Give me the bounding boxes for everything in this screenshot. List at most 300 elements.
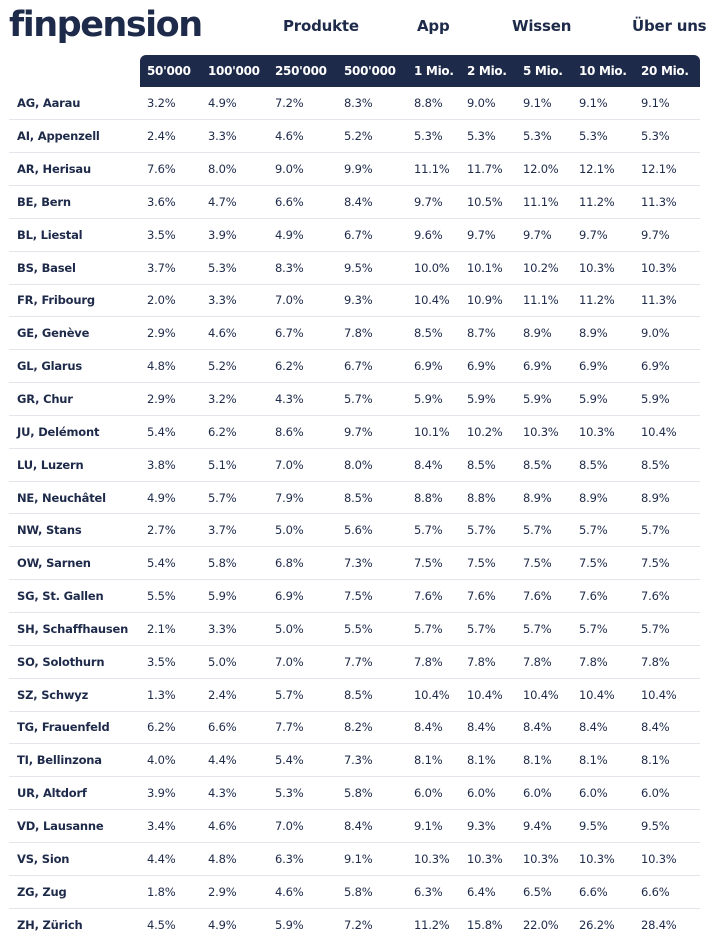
tax-rate-cell: 7.8% <box>572 645 634 678</box>
tax-rate-cell: 5.8% <box>337 875 407 908</box>
table-row <box>9 448 700 481</box>
tax-rate-cell: 9.1% <box>516 87 572 120</box>
canton-name: TG, Frauenfeld <box>9 711 140 744</box>
tax-rate-cell: 8.5% <box>572 448 634 481</box>
tax-rate-cell: 4.4% <box>140 842 201 875</box>
tax-rate-cell: 6.2% <box>140 711 201 744</box>
tax-rate-cell: 9.0% <box>460 87 516 120</box>
tax-rate-table <box>9 55 700 937</box>
table-row <box>9 810 700 843</box>
tax-rate-cell: 8.6% <box>268 415 337 448</box>
canton-name: SH, Schaffhausen <box>9 613 140 646</box>
tax-rate-cell: 9.7% <box>407 186 460 219</box>
tax-rate-cell: 6.0% <box>572 777 634 810</box>
tax-rate-cell: 8.1% <box>572 744 634 777</box>
canton-name: SO, Solothurn <box>9 645 140 678</box>
tax-rate-cell: 9.5% <box>337 251 407 284</box>
canton-name: VS, Sion <box>9 842 140 875</box>
tax-rate-cell: 4.6% <box>201 317 268 350</box>
tax-rate-cell: 11.1% <box>516 186 572 219</box>
tax-rate-cell: 8.8% <box>407 87 460 120</box>
tax-rate-cell: 6.0% <box>407 777 460 810</box>
canton-name: OW, Sarnen <box>9 547 140 580</box>
tax-rate-cell: 10.2% <box>460 415 516 448</box>
tax-rate-cell: 9.3% <box>337 284 407 317</box>
tax-rate-cell: 7.5% <box>572 547 634 580</box>
tax-rate-cell: 7.2% <box>268 87 337 120</box>
tax-rate-cell: 5.3% <box>201 251 268 284</box>
tax-rate-cell: 5.3% <box>268 777 337 810</box>
tax-rate-cell: 10.3% <box>634 251 700 284</box>
tax-rate-cell: 11.1% <box>516 284 572 317</box>
tax-rate-cell: 5.3% <box>407 120 460 153</box>
tax-rate-cell: 5.9% <box>634 383 700 416</box>
tax-rate-cell: 8.4% <box>337 186 407 219</box>
tax-rate-cell: 9.6% <box>407 218 460 251</box>
tax-rate-cell: 10.3% <box>516 842 572 875</box>
tax-rate-cell: 5.0% <box>201 645 268 678</box>
tax-rate-cell: 6.6% <box>634 875 700 908</box>
tax-rate-cell: 8.0% <box>201 153 268 186</box>
tax-rate-cell: 5.7% <box>407 514 460 547</box>
tax-rate-cell: 9.9% <box>337 153 407 186</box>
tax-rate-cell: 4.8% <box>140 350 201 383</box>
tax-rate-cell: 8.4% <box>407 448 460 481</box>
tax-rate-cell: 4.8% <box>201 842 268 875</box>
table-row <box>9 777 700 810</box>
table-row <box>9 645 700 678</box>
tax-rate-cell: 3.3% <box>201 613 268 646</box>
tax-rate-cell: 10.1% <box>460 251 516 284</box>
tax-rate-cell: 9.0% <box>268 153 337 186</box>
tax-rate-cell: 7.5% <box>460 547 516 580</box>
table-row <box>9 284 700 317</box>
tax-rate-cell: 5.7% <box>572 514 634 547</box>
tax-rate-cell: 7.8% <box>407 645 460 678</box>
tax-rate-cell: 6.9% <box>634 350 700 383</box>
tax-rate-cell: 12.1% <box>572 153 634 186</box>
table-row <box>9 613 700 646</box>
tax-rate-cell: 5.0% <box>268 613 337 646</box>
tax-rate-cell: 8.4% <box>634 711 700 744</box>
tax-rate-cell: 10.4% <box>572 678 634 711</box>
tax-rate-cell: 6.2% <box>268 350 337 383</box>
tax-rate-cell: 5.7% <box>516 613 572 646</box>
tax-rate-cell: 6.7% <box>337 218 407 251</box>
canton-name: AI, Appenzell <box>9 120 140 153</box>
tax-rate-cell: 5.0% <box>268 514 337 547</box>
canton-name: FR, Fribourg <box>9 284 140 317</box>
tax-rate-cell: 1.8% <box>140 875 201 908</box>
tax-rate-cell: 8.5% <box>460 448 516 481</box>
tax-rate-cell: 6.0% <box>460 777 516 810</box>
tax-rate-cell: 11.7% <box>460 153 516 186</box>
tax-rate-cell: 9.5% <box>634 810 700 843</box>
tax-rate-cell: 6.6% <box>572 875 634 908</box>
table-row <box>9 678 700 711</box>
tax-rate-cell: 5.8% <box>201 547 268 580</box>
tax-rate-cell: 6.6% <box>201 711 268 744</box>
tax-rate-cell: 5.7% <box>516 514 572 547</box>
tax-rate-cell: 3.7% <box>201 514 268 547</box>
column-header-canton <box>9 55 140 87</box>
tax-rate-cell: 7.5% <box>407 547 460 580</box>
tax-rate-cell: 4.4% <box>201 744 268 777</box>
tax-rate-cell: 8.9% <box>516 317 572 350</box>
tax-rate-cell: 1.3% <box>140 678 201 711</box>
tax-rate-cell: 5.3% <box>572 120 634 153</box>
tax-rate-cell: 4.9% <box>268 218 337 251</box>
tax-rate-cell: 9.1% <box>634 87 700 120</box>
table-row <box>9 547 700 580</box>
tax-rate-cell: 10.3% <box>572 251 634 284</box>
canton-name: BE, Bern <box>9 186 140 219</box>
tax-rate-cell: 7.6% <box>516 580 572 613</box>
tax-rate-cell: 5.3% <box>460 120 516 153</box>
tax-rate-cell: 7.8% <box>337 317 407 350</box>
tax-rate-cell: 8.9% <box>516 481 572 514</box>
tax-rate-cell: 3.2% <box>201 383 268 416</box>
tax-rate-cell: 11.3% <box>634 186 700 219</box>
site-header <box>0 0 709 55</box>
tax-rate-cell: 3.5% <box>140 645 201 678</box>
tax-rate-cell: 8.0% <box>337 448 407 481</box>
column-header-amount: 500'000 <box>337 55 407 87</box>
tax-rate-cell: 11.2% <box>414 917 450 932</box>
tax-rate-cell: 6.2% <box>201 415 268 448</box>
tax-rate-cell: 5.7% <box>268 678 337 711</box>
canton-name: GL, Glarus <box>9 350 140 383</box>
tax-rate-cell: 6.5% <box>516 875 572 908</box>
tax-rate-cell: 2.4% <box>140 120 201 153</box>
tax-rate-cell: 7.7% <box>337 645 407 678</box>
tax-rate-cell: 9.1% <box>337 842 407 875</box>
tax-rate-cell: 9.1% <box>407 810 460 843</box>
tax-rate-cell: 10.3% <box>634 842 700 875</box>
tax-rate-cell: 7.0% <box>268 284 337 317</box>
tax-rate-cell: 4.6% <box>268 875 337 908</box>
canton-name: LU, Luzern <box>9 448 140 481</box>
canton-name: GR, Chur <box>9 383 140 416</box>
tax-rate-cell: 3.6% <box>140 186 201 219</box>
nav-produkte[interactable]: Produkte <box>283 17 359 35</box>
tax-rate-cell: 10.3% <box>516 415 572 448</box>
tax-rate-cell: 11.1% <box>407 153 460 186</box>
tax-rate-cell: 3.8% <box>140 448 201 481</box>
tax-rate-cell: 5.9% <box>275 917 304 932</box>
tax-rate-cell: 2.9% <box>140 317 201 350</box>
table-row <box>9 908 700 937</box>
canton-name: UR, Altdorf <box>9 777 140 810</box>
column-header-amount: 2 Mio. <box>460 55 516 87</box>
tax-rate-cell: 5.3% <box>634 120 700 153</box>
tax-rate-cell: 4.3% <box>201 777 268 810</box>
column-header-amount: 100'000 <box>201 55 268 87</box>
tax-rate-cell: 8.3% <box>268 251 337 284</box>
tax-rate-cell: 5.1% <box>201 448 268 481</box>
tax-rate-cell: 6.9% <box>516 350 572 383</box>
finpension-logo[interactable]: finpension <box>9 5 202 45</box>
tax-rate-cell: 9.7% <box>634 218 700 251</box>
tax-rate-cell: 3.4% <box>140 810 201 843</box>
tax-rate-table-container <box>9 55 700 937</box>
column-header-amount: 10 Mio. <box>572 55 634 87</box>
tax-rate-cell: 8.4% <box>337 810 407 843</box>
tax-rate-cell: 6.9% <box>268 580 337 613</box>
column-header-amount: 50'000 <box>140 55 201 87</box>
tax-rate-cell: 7.8% <box>634 645 700 678</box>
canton-name: VD, Lausanne <box>9 810 140 843</box>
tax-rate-cell: 7.6% <box>572 580 634 613</box>
tax-rate-cell: 8.5% <box>337 481 407 514</box>
table-row <box>9 350 700 383</box>
tax-rate-cell: 8.9% <box>572 317 634 350</box>
tax-rate-cell: 5.9% <box>516 383 572 416</box>
tax-rate-cell: 7.8% <box>516 645 572 678</box>
tax-rate-cell: 10.9% <box>460 284 516 317</box>
tax-rate-cell: 8.9% <box>572 481 634 514</box>
tax-rate-cell: 8.5% <box>634 448 700 481</box>
table-body <box>9 87 700 937</box>
tax-rate-cell: 2.9% <box>140 383 201 416</box>
tax-rate-cell: 6.3% <box>268 842 337 875</box>
tax-rate-cell: 5.7% <box>201 481 268 514</box>
tax-rate-cell: 9.1% <box>572 87 634 120</box>
tax-rate-cell: 4.3% <box>268 383 337 416</box>
tax-rate-cell: 10.4% <box>407 284 460 317</box>
tax-rate-cell: 6.7% <box>268 317 337 350</box>
tax-rate-cell: 2.1% <box>140 613 201 646</box>
tax-rate-cell: 7.0% <box>268 810 337 843</box>
tax-rate-cell: 6.6% <box>268 186 337 219</box>
tax-rate-cell: 2.7% <box>140 514 201 547</box>
tax-rate-cell: 3.2% <box>140 87 201 120</box>
tax-rate-cell: 3.7% <box>140 251 201 284</box>
table-row <box>9 514 700 547</box>
tax-rate-cell: 6.9% <box>407 350 460 383</box>
tax-rate-cell: 10.5% <box>460 186 516 219</box>
tax-rate-cell: 9.0% <box>634 317 700 350</box>
table-row <box>9 317 700 350</box>
tax-rate-cell: 7.5% <box>634 547 700 580</box>
tax-rate-cell: 7.3% <box>337 744 407 777</box>
tax-rate-cell: 9.5% <box>572 810 634 843</box>
tax-rate-cell: 10.4% <box>516 678 572 711</box>
tax-rate-cell: 5.3% <box>516 120 572 153</box>
tax-rate-cell: 3.3% <box>201 284 268 317</box>
canton-name: AG, Aarau <box>9 87 140 120</box>
tax-rate-cell: 8.5% <box>516 448 572 481</box>
tax-rate-cell: 11.3% <box>634 284 700 317</box>
tax-rate-cell: 6.0% <box>516 777 572 810</box>
tax-rate-cell: 6.9% <box>572 350 634 383</box>
tax-rate-cell: 5.9% <box>407 383 460 416</box>
tax-rate-cell: 7.7% <box>268 711 337 744</box>
canton-name: JU, Delémont <box>9 415 140 448</box>
table-row <box>9 875 700 908</box>
tax-rate-cell: 5.2% <box>337 120 407 153</box>
table-row <box>9 481 700 514</box>
tax-rate-cell: 7.3% <box>337 547 407 580</box>
canton-name: GE, Genève <box>9 317 140 350</box>
tax-rate-cell: 10.3% <box>460 842 516 875</box>
tax-rate-cell: 3.9% <box>201 218 268 251</box>
table-row <box>9 580 700 613</box>
tax-rate-cell: 15.8% <box>467 917 503 932</box>
tax-rate-cell: 2.4% <box>201 678 268 711</box>
tax-rate-cell: 5.5% <box>140 580 201 613</box>
tax-rate-cell: 28.4% <box>641 917 677 932</box>
tax-rate-cell: 5.2% <box>201 350 268 383</box>
tax-rate-cell: 2.9% <box>201 875 268 908</box>
tax-rate-cell: 5.7% <box>572 613 634 646</box>
tax-rate-cell: 8.5% <box>407 317 460 350</box>
tax-rate-cell: 5.7% <box>460 613 516 646</box>
tax-rate-cell: 7.6% <box>460 580 516 613</box>
tax-rate-cell: 5.7% <box>407 613 460 646</box>
canton-name: ZH, Zürich <box>17 917 83 932</box>
tax-rate-cell: 3.3% <box>201 120 268 153</box>
table-row <box>9 842 700 875</box>
tax-rate-cell: 10.4% <box>634 678 700 711</box>
tax-rate-cell: 8.1% <box>634 744 700 777</box>
canton-name: AR, Herisau <box>9 153 140 186</box>
tax-rate-cell: 2.0% <box>140 284 201 317</box>
tax-rate-cell: 10.3% <box>572 415 634 448</box>
tax-rate-cell: 10.3% <box>572 842 634 875</box>
tax-rate-cell: 6.0% <box>634 777 700 810</box>
tax-rate-cell: 10.4% <box>460 678 516 711</box>
tax-rate-cell: 10.3% <box>407 842 460 875</box>
tax-rate-cell: 10.4% <box>634 415 700 448</box>
tax-rate-cell: 8.3% <box>337 87 407 120</box>
table-row <box>9 153 700 186</box>
table-row <box>9 120 700 153</box>
tax-rate-cell: 9.4% <box>516 810 572 843</box>
tax-rate-cell: 5.7% <box>460 514 516 547</box>
tax-rate-cell: 5.7% <box>337 383 407 416</box>
table-row <box>9 186 700 219</box>
tax-rate-cell: 5.8% <box>337 777 407 810</box>
tax-rate-cell: 5.5% <box>337 613 407 646</box>
tax-rate-cell: 22.0% <box>523 917 559 932</box>
canton-name: ZG, Zug <box>9 875 140 908</box>
tax-rate-cell: 4.9% <box>208 917 237 932</box>
tax-rate-cell: 8.1% <box>516 744 572 777</box>
canton-name: SG, St. Gallen <box>9 580 140 613</box>
table-row <box>9 87 700 120</box>
tax-rate-cell: 7.0% <box>268 645 337 678</box>
tax-rate-cell: 8.4% <box>516 711 572 744</box>
canton-name: NE, Neuchâtel <box>9 481 140 514</box>
tax-rate-cell: 10.0% <box>407 251 460 284</box>
column-header-amount: 20 Mio. <box>634 55 700 87</box>
canton-name: BL, Liestal <box>9 218 140 251</box>
tax-rate-cell: 8.8% <box>407 481 460 514</box>
tax-rate-cell: 7.9% <box>268 481 337 514</box>
tax-rate-cell: 6.8% <box>268 547 337 580</box>
tax-rate-cell: 8.1% <box>460 744 516 777</box>
tax-rate-cell: 11.2% <box>572 284 634 317</box>
nav-ueber-uns[interactable]: Über uns <box>632 17 707 35</box>
tax-rate-cell: 5.9% <box>201 580 268 613</box>
tax-rate-cell: 7.2% <box>344 917 373 932</box>
tax-rate-cell: 4.5% <box>147 917 176 932</box>
tax-rate-cell: 5.9% <box>460 383 516 416</box>
canton-name: TI, Bellinzona <box>9 744 140 777</box>
tax-rate-cell: 7.5% <box>337 580 407 613</box>
table-row <box>9 251 700 284</box>
tax-rate-cell: 7.6% <box>634 580 700 613</box>
table-row <box>9 744 700 777</box>
tax-rate-cell: 3.5% <box>140 218 201 251</box>
tax-rate-cell: 7.6% <box>140 153 201 186</box>
tax-rate-cell: 8.8% <box>460 481 516 514</box>
tax-rate-cell: 5.4% <box>268 744 337 777</box>
tax-rate-cell: 8.9% <box>634 481 700 514</box>
column-header-amount: 1 Mio. <box>407 55 460 87</box>
column-header-amount: 250'000 <box>268 55 337 87</box>
tax-rate-cell: 5.4% <box>140 547 201 580</box>
tax-rate-cell: 8.5% <box>337 678 407 711</box>
tax-rate-cell: 4.9% <box>201 87 268 120</box>
table-row <box>9 711 700 744</box>
tax-rate-cell: 4.0% <box>140 744 201 777</box>
table-row <box>9 383 700 416</box>
table-row <box>9 218 700 251</box>
tax-rate-cell: 8.2% <box>337 711 407 744</box>
tax-rate-cell: 6.4% <box>460 875 516 908</box>
canton-name: NW, Stans <box>9 514 140 547</box>
nav-app[interactable]: App <box>417 17 450 35</box>
tax-rate-cell: 9.7% <box>516 218 572 251</box>
canton-name: SZ, Schwyz <box>9 678 140 711</box>
tax-rate-cell: 11.2% <box>572 186 634 219</box>
tax-rate-cell: 5.7% <box>634 613 700 646</box>
tax-rate-cell: 8.4% <box>460 711 516 744</box>
tax-rate-cell: 12.0% <box>516 153 572 186</box>
tax-rate-cell: 10.2% <box>516 251 572 284</box>
tax-rate-cell: 6.3% <box>407 875 460 908</box>
tax-rate-cell: 4.6% <box>201 810 268 843</box>
tax-rate-cell: 7.5% <box>516 547 572 580</box>
tax-rate-cell: 9.7% <box>460 218 516 251</box>
column-header-amount: 5 Mio. <box>516 55 572 87</box>
tax-rate-cell: 3.9% <box>140 777 201 810</box>
tax-rate-cell: 9.3% <box>460 810 516 843</box>
tax-rate-cell: 5.4% <box>140 415 201 448</box>
tax-rate-cell: 8.1% <box>407 744 460 777</box>
tax-rate-cell: 5.9% <box>572 383 634 416</box>
tax-rate-cell: 7.8% <box>460 645 516 678</box>
table-header-row <box>9 55 700 87</box>
tax-rate-cell: 6.7% <box>337 350 407 383</box>
tax-rate-cell: 9.7% <box>572 218 634 251</box>
tax-rate-cell: 4.7% <box>201 186 268 219</box>
tax-rate-cell: 8.7% <box>460 317 516 350</box>
tax-rate-cell: 4.9% <box>140 481 201 514</box>
tax-rate-cell: 6.9% <box>460 350 516 383</box>
nav-wissen[interactable]: Wissen <box>512 17 572 35</box>
tax-rate-cell: 9.7% <box>337 415 407 448</box>
tax-rate-cell: 8.4% <box>572 711 634 744</box>
tax-rate-cell: 12.1% <box>634 153 700 186</box>
tax-rate-cell: 8.4% <box>407 711 460 744</box>
tax-rate-cell: 26.2% <box>579 917 615 932</box>
tax-rate-cell: 5.6% <box>337 514 407 547</box>
tax-rate-cell: 10.1% <box>407 415 460 448</box>
tax-rate-cell: 4.6% <box>268 120 337 153</box>
